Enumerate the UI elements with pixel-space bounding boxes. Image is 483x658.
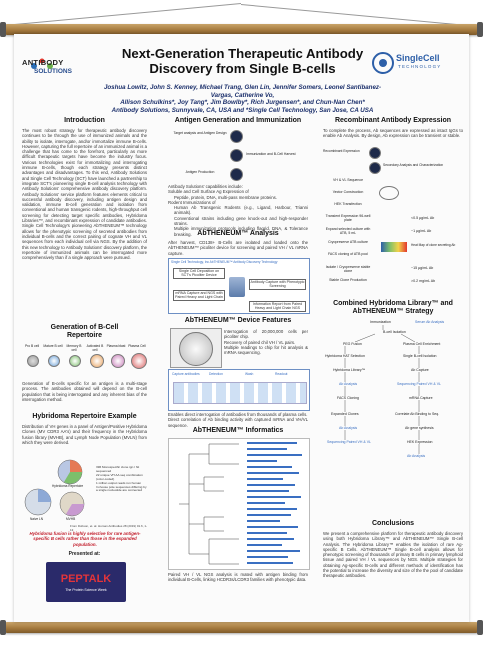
chip-image — [229, 277, 245, 297]
top-label: Recombinant Expression — [323, 149, 360, 153]
pie-label: MVHB — [66, 517, 76, 521]
peptalk-sub: The Protein Science Week — [65, 588, 107, 592]
recombinant-text: To complete the process, Ab sequences are expressed as intact IgGs to enable Ab Analysis. By design, Ab expression can be transient or stable. — [323, 128, 463, 139]
device-bullets — [168, 412, 308, 428]
diagram-title: Single Cell Technology, Inc AbTHENEUM™ Antibody Discovery Technology — [171, 260, 278, 264]
node: Ab gene synthesis — [405, 426, 434, 430]
bcell-icon — [69, 355, 81, 367]
diagram-step: Antibody Capture with Phenotypic Screening — [250, 280, 305, 289]
phylogenetic-tree — [169, 439, 309, 569]
step: VH & VL Sequence — [332, 178, 364, 182]
node: Immunization — [370, 320, 391, 324]
stage-label: Pro B cell — [24, 344, 40, 348]
logo-left-line2: SOLUTIONS — [34, 68, 72, 75]
flow-circle — [230, 130, 243, 143]
device-feature: Multiple readings to chip for hit analysis & mRNA sequencing. — [224, 344, 308, 356]
hybridoma-example-heading: Hybridoma Repertoire Example — [32, 413, 137, 420]
top-label: Secondary Analysis and Characterization — [383, 163, 444, 167]
hybridoma-highlight: Hybridoma fusion is highly selective for rare antigen-specific B cells rather than those in the expanded population. — [29, 531, 141, 547]
single-cell-technology-logo — [372, 50, 464, 76]
pie-legend — [96, 466, 147, 493]
poster-title: Next-Generation Therapeutic Antibody Discovery from Single B-cells — [121, 46, 364, 76]
node: HEK Expression — [407, 440, 433, 444]
node: Plasma Cell Enrichment — [403, 342, 441, 346]
abtheneum-analysis-heading: AbTHENEUM™ Analysis — [197, 230, 279, 237]
stage: Wash — [245, 372, 254, 376]
bcell-icon — [90, 354, 104, 368]
rod-cap — [0, 22, 6, 37]
device-bullet: Enables direct interrogation of antibodies from thousands of plasma cells. — [168, 412, 308, 417]
stage-label: Memory B cell — [66, 344, 82, 352]
node: FACS Cloning — [337, 396, 359, 400]
node: Single B-cell Isolation — [403, 354, 437, 358]
legend-item: 1 million output reads run human — [96, 480, 142, 485]
rod-cap — [0, 620, 6, 635]
pie-label: Naive LN — [30, 517, 44, 521]
bcell-icon — [131, 353, 147, 369]
combined-heading-line1: Combined Hybridoma Library™ and — [333, 300, 453, 307]
node: Sequencing Paired VH & VL — [327, 440, 371, 444]
recombinant-flow — [323, 178, 463, 293]
node: Ab Analysis — [407, 454, 426, 458]
pie-charts — [22, 458, 92, 518]
node: Hybridoma HAT Selection — [325, 354, 365, 358]
step: Isolate / Cryopreserve stable clone — [325, 265, 371, 273]
pie-label: Hybridoma Repertoire — [52, 484, 84, 488]
logo-right-line2: TECHNOLOGY — [398, 64, 442, 69]
combined-flow — [323, 320, 463, 498]
logo-left-line1: ANTIBODY — [22, 58, 64, 67]
caps-item: Conventional strains including gene knock-out and high-responder strains. — [174, 215, 308, 227]
flow-label: Antigen Production — [185, 170, 215, 174]
intro-heading: Introduction — [64, 117, 105, 124]
stage-label: Mature B cell — [43, 344, 63, 348]
node: Ab Analysis — [339, 382, 358, 386]
node: Ab Analysis — [339, 426, 358, 430]
stage-label: Activated B cell — [86, 344, 104, 352]
node: Sequencing Paired VH & VL — [397, 382, 441, 386]
repertoire-heading — [22, 324, 147, 340]
bcell-icon — [111, 354, 125, 368]
stage: Capture antibodies — [172, 372, 200, 376]
device-heading: AbTHENEUM™ Device Features — [184, 317, 292, 324]
repertoire-text: Generation of B-cells specific for an antigen is a multi-stage process. The antibodies obtained will depend on the B-cell population that is being interrogated and any inherent bias of the interrogation method. — [22, 381, 147, 402]
device-bullet: Direct correlation of Ab binding activity with captured mRNA and VH/VL sequence. — [168, 417, 308, 428]
node: Serum Ab Analysis — [415, 320, 445, 324]
step: FACS cloning of ATB pool — [327, 252, 368, 256]
step: Cryopreserve ATB culture — [328, 240, 368, 244]
yield: ~1 µg/mL Ab — [411, 229, 432, 233]
well-row — [173, 382, 307, 404]
stage: Readout — [275, 372, 288, 376]
legend-item: 396 Monospecific clone ign / hit sequenced — [96, 465, 140, 473]
rod-cap — [477, 620, 483, 635]
affiliation: Antibody Solutions, Sunnyvale, CA, USA and *Single Cell Technology, San Jose, CA USA — [111, 106, 374, 114]
hybridoma-example-text: Distribution of VH genes in a panel of Antigen/Positive Hybridoma Clones (MV CDR3 AA's) and their frequency in the Hybridoma fusion library (MVHB), and Lymph Node Population (MVLN) from which they were derived. — [22, 424, 147, 445]
diagram-step: Single Cell Deposition on SCT's Picoliter Device — [173, 268, 225, 279]
authors — [100, 84, 385, 114]
bcell-icon — [48, 355, 60, 367]
stage-label: Plasma Cell — [128, 344, 146, 348]
node: B-cell Isolation — [383, 330, 406, 334]
informatics-heading: AbTHENEUM™ Informatics — [192, 427, 284, 434]
abtheneum-analysis-text: After harvest, CD138+ B-Cells are isolated and loaded onto the AbTHENEUM™ picoliter device for screening and paired VH / VL mRNA capture. — [168, 240, 308, 256]
flow-label: Target analysis and Antigen Design — [173, 131, 227, 135]
flow-label: Immunization and B-Cell Harvest — [246, 152, 296, 156]
caps-item: Multiple immunization protocols including flagrid, DNA, & Tolerance breaking. — [174, 226, 308, 237]
bcell-icon — [27, 355, 39, 367]
authors-line1: Joshua Lowitz, John S. Kenney, Michael Trang, Glen Lin, Jennifer Somers, Leonel Santibanez-Vargas, Catherine Vo, — [103, 84, 382, 99]
presented-at: Presented at: — [68, 551, 101, 557]
caps-item: Human Ab Transgenic Rodents (e.g., Ligand, Harbour, Trianni animals). — [174, 205, 308, 216]
informatics-text: Paired VH / VL NGS analysis is mated with antigen binding from individual B-Cells, linking HCDR3s/LCDR3 families with phenotypic data. — [168, 572, 308, 583]
bcell-stages — [22, 344, 147, 376]
device-feature: Interrogation of 20,000,000 cells per picoliter chip. — [224, 329, 308, 340]
stage-label: Plasma blast — [106, 344, 126, 348]
flow-circle — [369, 162, 381, 174]
diagram-step: mRNA Capture and NGS with Paired Heavy and Light Chain — [173, 290, 225, 301]
repertoire-heading-line1: Generation of B-Cell — [50, 324, 119, 331]
peptalk-banner — [46, 562, 126, 602]
antibody-solutions-logo — [20, 48, 90, 80]
flow-circle — [230, 149, 243, 162]
citation: From Dobson, et. al. Human Antibodies 28 (2019) 01.6, 1-13 — [70, 524, 148, 532]
legend-item: 22 unique VH AA seq combination (color-coded) — [96, 472, 143, 481]
conclusions-text: We present a comprehensive platform for therapeutic antibody discovery using both Hybridoma Library™ and AbTHENEUM™ Single B-cell Analysis. The Hybridoma Library™ enables the isolation of rare Ag-specific B Cells. AbTHENEUM™ Single B-cell analysis allows for phenotypic screening of thousands of primary B cells in primary lymphoid tissue and paired VH / VL sequences by NGS. Multiple strategies for obtaining Ag-specific B-cells and different methods of identification has the potential to increase the diversity and size of the the pool of candidate therapeutic antibodies. — [323, 531, 463, 579]
informatics-figure — [168, 438, 310, 570]
step: Stable Clone Production — [329, 278, 367, 282]
caps-item: Peptide, protein, DNA, multi-pass membrane proteins. — [174, 194, 277, 200]
repertoire-heading-line2: Repertoire — [66, 332, 102, 339]
yield: Heat Map of clone secreting Ab — [411, 243, 456, 247]
flow-circle — [230, 168, 243, 181]
recombinant-top — [323, 145, 463, 175]
device-features — [224, 329, 308, 355]
combined-heading-line2: AbTHENEUM™ Strategy — [352, 308, 434, 315]
yield: >0.2 mg/mL Ab — [411, 279, 436, 283]
stage: Detection — [209, 372, 223, 376]
device-disk — [179, 332, 213, 366]
peptalk-logo-text: PEPTALK — [60, 573, 112, 585]
device-feature: Recovery of paired chil VH / VL pairs. — [224, 339, 296, 345]
recombinant-heading: Recombinant Antibody Expression — [334, 117, 452, 124]
node: Ab Capture — [411, 368, 429, 372]
diagram-step: Information Report from Paired Heavy and Light Chain NGS — [249, 301, 306, 312]
plasmid-icon — [379, 186, 399, 200]
device-stages — [168, 369, 310, 411]
step: Transient Expression 96-well plate — [325, 214, 371, 222]
node: PEG Fusion — [343, 342, 362, 346]
antigen-heading: Antigen Generation and Immunization — [174, 117, 302, 124]
caps-item: Soluble and Cell Surface Ag Expression of — [168, 189, 249, 195]
yield: ~15 µg/mL Ab — [411, 266, 434, 270]
step: Vector Construction — [332, 190, 364, 194]
step: Expand selected culture with ATB, 5 mL — [325, 227, 371, 235]
yield: <0.5 µg/mL Ab — [411, 216, 435, 220]
flow-circle — [369, 147, 381, 159]
node: Expanded Clones — [331, 412, 359, 416]
bottom-rod — [2, 622, 481, 633]
caps-title: Antibody Solutions' capabilities include: — [168, 184, 243, 189]
logo-right-line1: SingleCell — [396, 53, 440, 63]
conclusions-heading: Conclusions — [371, 520, 414, 527]
single-cell-logo-icon — [372, 52, 394, 74]
authors-line2: Allison Schulkins*, Joy Tang*, Jim Bowlby*, Rich Jurgensen*, and Chun-Nan Chen* — [120, 99, 365, 107]
node: mRNA Capture — [409, 396, 433, 400]
legend-item: In-house pole sequences differing by a single nucleotide are connected — [96, 484, 147, 493]
caps-item: Rodent Immunizations of — [168, 199, 216, 205]
combined-heading — [323, 300, 463, 316]
pie-figure — [22, 458, 147, 522]
combined-arrows — [323, 320, 463, 470]
step: HEK Transfection — [334, 202, 362, 206]
rod-cap — [477, 22, 483, 37]
antigen-flow — [168, 128, 308, 182]
heatmap — [381, 242, 407, 252]
abtheneum-diagram — [168, 258, 310, 314]
node: Correlate Ab Binding to Seq. — [395, 412, 440, 416]
node: Hybridoma Library™ — [333, 368, 366, 372]
hanging-string-left — [4, 3, 241, 26]
device-photo — [170, 328, 222, 368]
intro-text: The most robust strategy for therapeutic antibody discovery continues to be through the use of immunized animals and the ability to isolate, interrogate, and/or immortalize immune B-cells. However, capturing the full repertoire of an immunized animal is a challenge that has come to the forefront, particularly as more difficult therapeutic targets have become the industry focus. Various technologies exist for immortalizing and interrogating immune B-cells, though each strategy presents distinct advantages and disadvantages. To this end, Antibody Solutions and Single Cell Technology (SCT) have launched a partnership to integrate SCT's pioneering single B-cell analysis technology with Antibody Solutions' comprehensive antibody discovery platform. Antibody Solutions' service platform features elements critical to successful antibody discovery, including antigen design and validation, immune B-cell generation and isolation from conventional and human transgenic rodents, high-throughput cell screening for detecting target specific antibodies, Hybridoma Libraries™, and recombinant expression of candidate antibodies. Single Cell Technology's pioneering AbTHENEUM™ technology allows for the phenotypic screening of secreted antibodies from individual B-cells and the correct pairing of cognate VH and VL sequences from each individual cell via NGS. By the addition of this new technology to Antibody Solutions' discovery platform, the repertoire of immunized animals can be interrogated more comprehensively than if a single approach were pursued. — [22, 128, 147, 261]
